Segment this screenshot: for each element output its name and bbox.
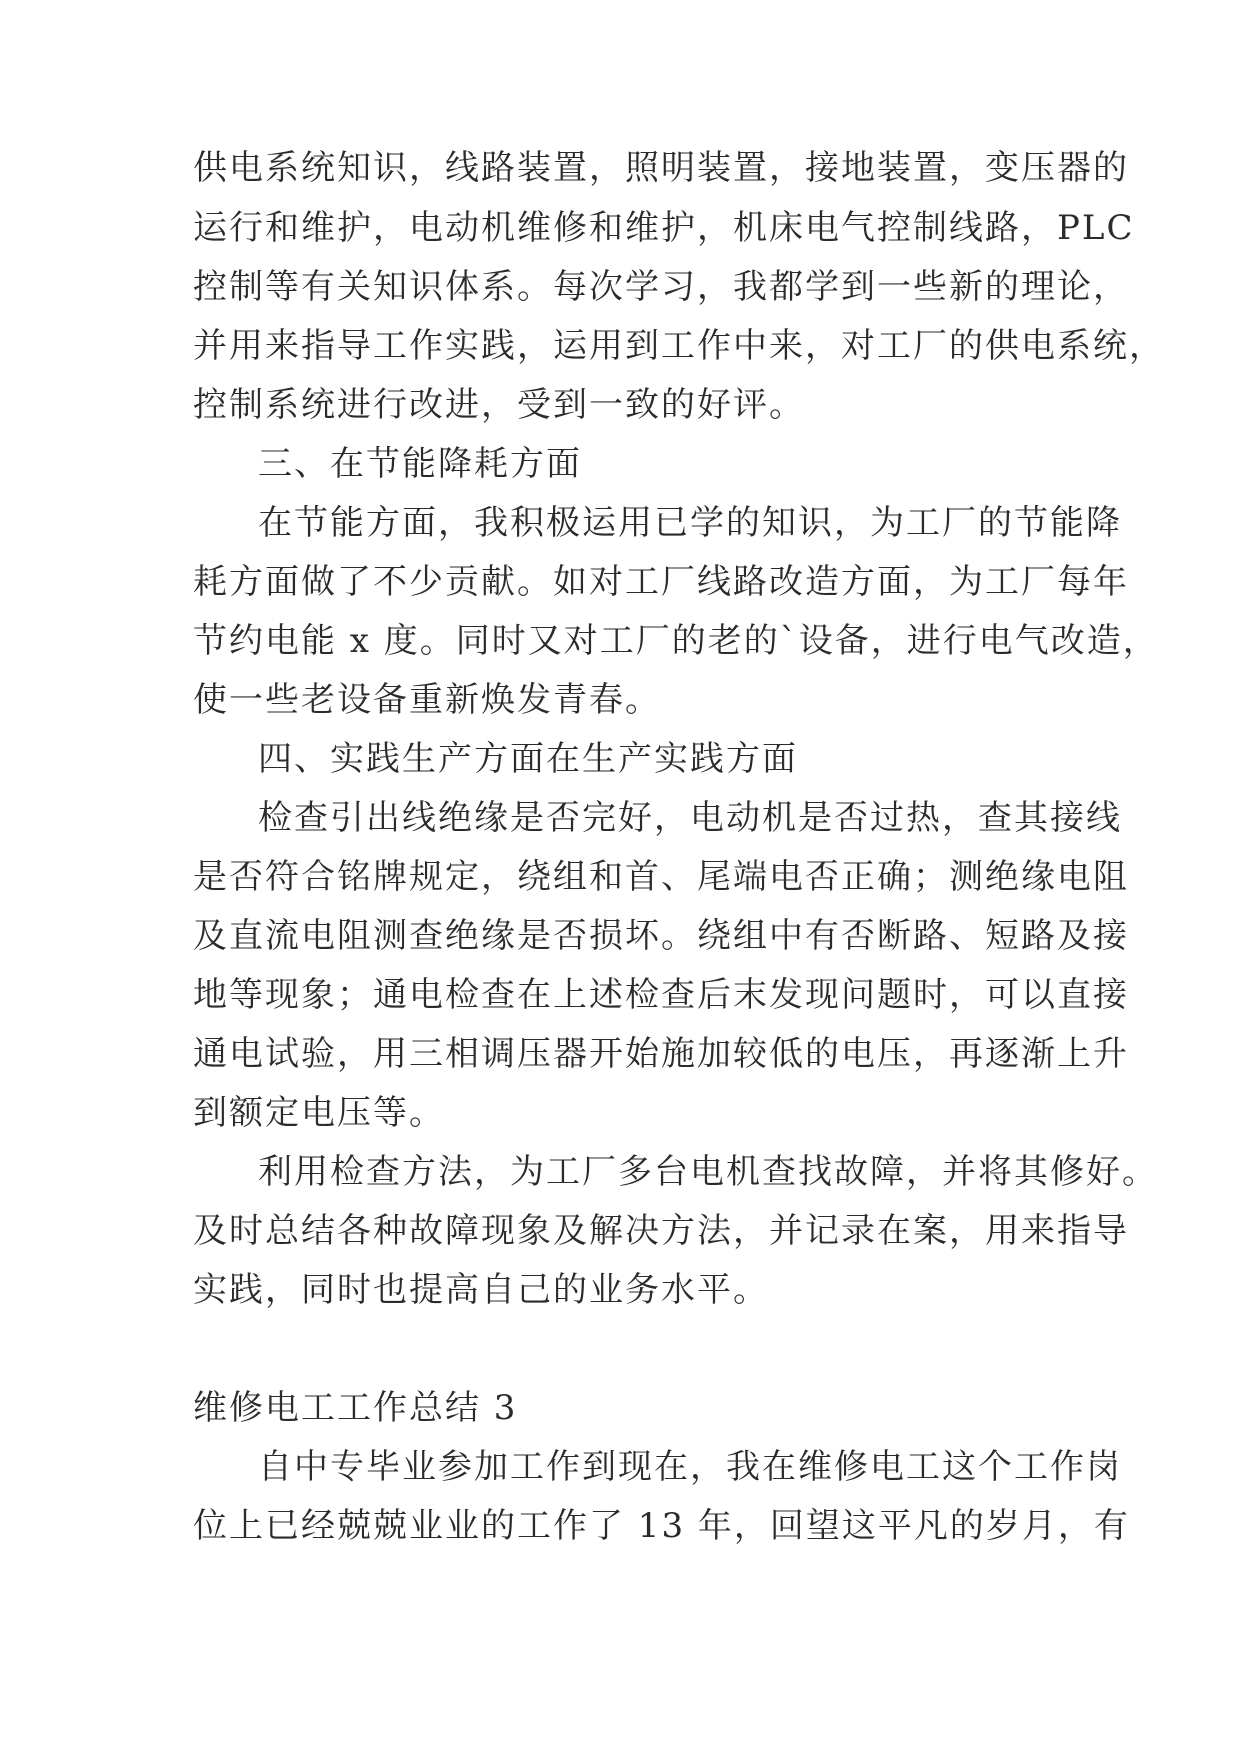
text-line: 控制系统进行改进，受到一致的好评。	[193, 385, 805, 425]
text-line: 运行和维护，电动机维修和维护，机床电气控制线路，PLC	[193, 208, 1135, 248]
text-line: 利用检查方法，为工厂多台电机查找故障，并将其修好。	[258, 1152, 1158, 1192]
text-line: 位上已经兢兢业业的工作了 13 年，回望这平凡的岁月，有	[193, 1506, 1130, 1546]
section-heading: 三、在节能降耗方面	[258, 444, 582, 484]
text-line: 及时总结各种故障现象及解决方法，并记录在案，用来指导	[193, 1211, 1129, 1251]
text-line: 检查引出线绝缘是否完好，电动机是否过热，查其接线	[258, 798, 1122, 838]
text-line: 控制等有关知识体系。每次学习，我都学到一些新的理论，	[193, 267, 1129, 307]
text-line: 及直流电阻测查绝缘是否损坏。绕组中有否断路、短路及接	[193, 916, 1129, 956]
section-heading: 四、实践生产方面在生产实践方面	[258, 739, 798, 779]
text-line: 是否符合铭牌规定，绕组和首、尾端电否正确；测绝缘电阻	[193, 857, 1129, 897]
document-title: 维修电工工作总结 3	[193, 1388, 518, 1428]
text-line: 到额定电压等。	[193, 1093, 445, 1133]
text-line: 节约电能 x 度。同时又对工厂的老的`设备，进行电气改造，	[193, 621, 1159, 661]
text-line: 使一些老设备重新焕发青春。	[193, 680, 661, 720]
text-line: 实践，同时也提高自己的业务水平。	[193, 1270, 769, 1310]
text-line: 供电系统知识，线路装置，照明装置，接地装置，变压器的	[193, 148, 1129, 188]
text-line: 自中专毕业参加工作到现在，我在维修电工这个工作岗	[258, 1447, 1122, 1487]
text-line: 在节能方面，我积极运用已学的知识，为工厂的节能降	[258, 503, 1122, 543]
text-line: 通电试验，用三相调压器开始施加较低的电压，再逐渐上升	[193, 1034, 1129, 1074]
text-line: 耗方面做了不少贡献。如对工厂线路改造方面，为工厂每年	[193, 562, 1129, 602]
text-line: 并用来指导工作实践，运用到工作中来，对工厂的供电系统，	[193, 326, 1165, 366]
text-line: 地等现象；通电检查在上述检查后末发现问题时，可以直接	[193, 975, 1129, 1015]
